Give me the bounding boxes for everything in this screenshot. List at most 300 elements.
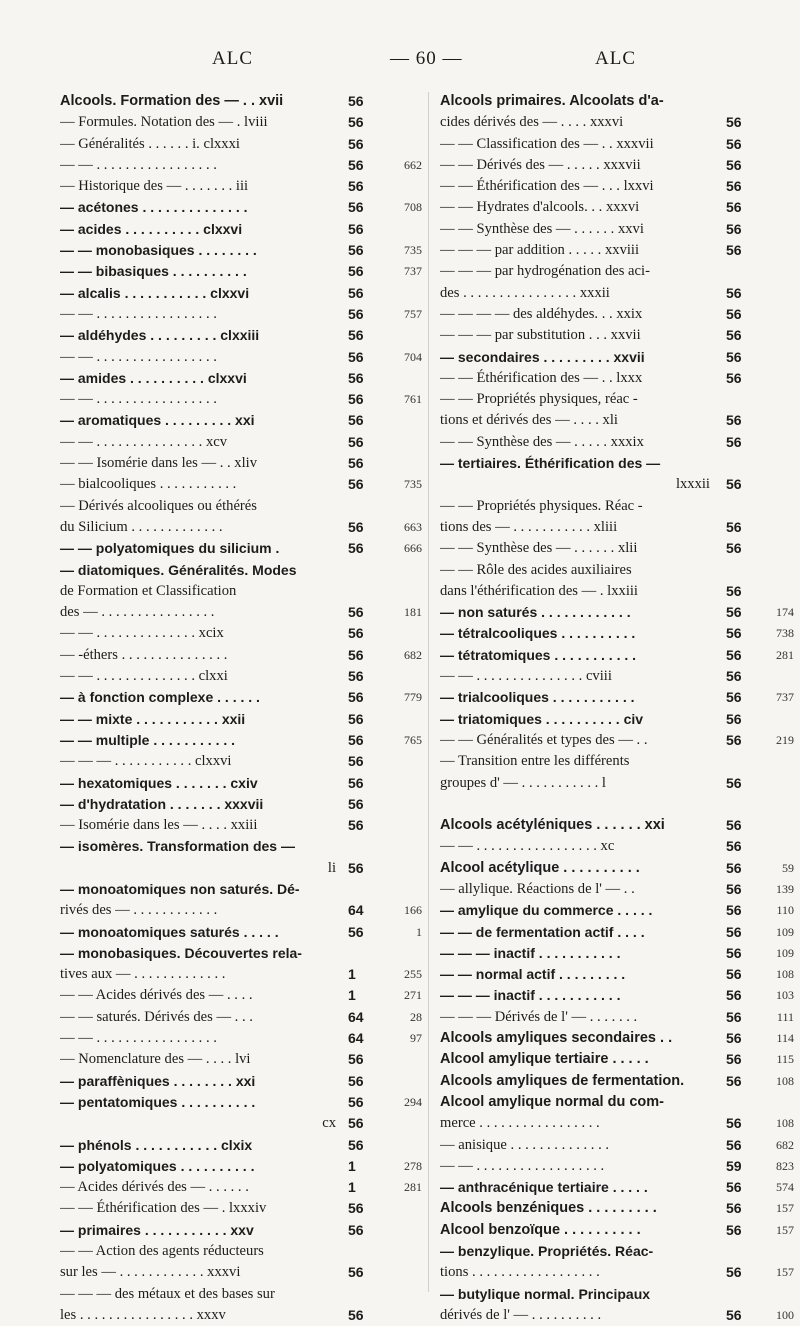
index-entry <box>440 836 795 857</box>
left-column <box>60 91 470 1326</box>
entry-volume: 59 <box>726 1157 742 1174</box>
entry-text: groupes d' — . . . . . . . . . . . l <box>440 774 606 791</box>
entry-text: sur les — . . . . . . . . . . . . xxxvi <box>60 1264 241 1281</box>
entry-page: 281 <box>404 1180 422 1195</box>
entry-text: — hexatomiques . . . . . . . cxiv <box>60 774 258 791</box>
entry-text: — Isomérie dans les — . . . . xxiii <box>60 817 258 834</box>
index-entry <box>440 91 795 112</box>
entry-text: — — Éthérification des — . . . lxxvi <box>440 178 654 195</box>
index-entry <box>440 453 795 474</box>
entry-volume: 56 <box>726 1008 742 1025</box>
index-entry <box>440 134 795 155</box>
entry-volume: 56 <box>726 220 742 237</box>
right-column <box>440 91 795 1326</box>
entry-text: — — Rôle des acides auxiliaires <box>440 561 632 578</box>
entry-volume: 56 <box>726 1264 742 1281</box>
entry-text: dérivés de l' — . . . . . . . . . . <box>440 1306 602 1323</box>
entry-page: 735 <box>404 243 422 258</box>
index-entry <box>60 1241 470 1262</box>
entry-volume: 56 <box>348 327 364 344</box>
entry-text: — — Éthérification des — . lxxxiv <box>60 1200 267 1217</box>
entry-text: — amides . . . . . . . . . . clxxvi <box>60 369 247 386</box>
entry-page: 779 <box>404 690 422 705</box>
entry-volume: 1 <box>348 1157 356 1174</box>
entry-text: — — . . . . . . . . . . . . . . clxxi <box>60 668 228 685</box>
index-entry <box>440 773 795 794</box>
entry-text: — tétratomiques . . . . . . . . . . . <box>440 646 637 663</box>
entry-page: 757 <box>404 306 422 321</box>
entry-text: — — — par hydrogénation des aci- <box>440 263 650 280</box>
entry-text: — — — — des aldéhydes. . . xxix <box>440 305 643 322</box>
entry-text: li <box>327 859 336 876</box>
entry-page: 103 <box>776 988 794 1003</box>
index-entry <box>440 794 795 815</box>
entry-text: cides dérivés des — . . . . xxxvi <box>440 114 624 131</box>
index-entry <box>60 879 470 900</box>
index-entry <box>60 1028 470 1049</box>
entry-text: des — . . . . . . . . . . . . . . . . <box>60 604 215 621</box>
entry-volume: 56 <box>348 668 364 685</box>
entry-volume: 64 <box>348 1008 364 1025</box>
entry-page: 682 <box>404 647 422 662</box>
entry-volume: 56 <box>726 625 742 642</box>
entry-volume: 56 <box>348 93 364 109</box>
entry-volume: 56 <box>348 625 364 642</box>
entry-volume: 56 <box>348 540 364 557</box>
entry-text: — — Éthérification des — . . lxxx <box>440 369 643 386</box>
entry-text: — triatomiques . . . . . . . . . . civ <box>440 710 644 727</box>
index-entry <box>60 240 470 261</box>
entry-page: 166 <box>404 903 422 918</box>
entry-text: les . . . . . . . . . . . . . . . . xxxv <box>60 1306 226 1323</box>
index-entry <box>60 666 470 687</box>
entry-volume: 56 <box>348 156 364 173</box>
entry-text: tions . . . . . . . . . . . . . . . . . . <box>440 1264 600 1281</box>
index-entry <box>440 1113 795 1134</box>
entry-volume: 56 <box>726 1072 742 1089</box>
entry-page: 574 <box>776 1180 794 1195</box>
entry-text: — — . . . . . . . . . . . . . . . xcv <box>60 433 228 450</box>
index-entry <box>60 283 470 304</box>
entry-volume: 1 <box>348 966 356 983</box>
entry-text: — — . . . . . . . . . . . . . . . . . <box>60 1030 217 1047</box>
entry-volume: 56 <box>348 455 364 472</box>
entry-text: — — — . . . . . . . . . . . clxxvi <box>60 753 232 770</box>
entry-volume: 56 <box>726 774 742 791</box>
entry-volume: 56 <box>726 1221 742 1238</box>
entry-volume: 56 <box>348 199 364 216</box>
entry-text: — non saturés . . . . . . . . . . . . <box>440 604 631 621</box>
entry-page: 59 <box>782 860 794 875</box>
entry-text: — — Synthèse des — . . . . . . xxvi <box>440 220 644 237</box>
entry-volume: 56 <box>726 944 742 961</box>
entry-text: — monoatomiques non saturés. Dé- <box>60 880 300 897</box>
entry-volume: 56 <box>726 284 742 301</box>
entry-page: 823 <box>776 1158 794 1173</box>
entry-page: 271 <box>404 988 422 1003</box>
entry-volume: 56 <box>348 795 364 812</box>
index-entry <box>60 1198 470 1219</box>
entry-volume: 56 <box>726 242 742 259</box>
entry-page: 115 <box>776 1052 794 1067</box>
entry-text: — — — par addition . . . . . xxviii <box>440 242 640 259</box>
page-number: — 60 — <box>390 48 463 69</box>
entry-text: — — polyatomiques du silicium . <box>60 540 280 557</box>
entry-text: — — — Dérivés de l' — . . . . . . . <box>440 1008 638 1025</box>
entry-volume: 56 <box>348 178 364 195</box>
entry-volume: 56 <box>726 1179 742 1196</box>
entry-volume: 56 <box>348 689 364 706</box>
entry-page: 110 <box>776 903 794 918</box>
index-entry <box>60 709 470 730</box>
index-entry <box>440 283 795 304</box>
entry-volume: 56 <box>726 604 742 621</box>
entry-text: — alcalis . . . . . . . . . . . clxxvi <box>60 284 250 301</box>
entry-volume: 56 <box>726 731 742 748</box>
entry-volume: 56 <box>348 518 364 535</box>
entry-text: — — — inactif . . . . . . . . . . . <box>440 944 621 961</box>
index-entry <box>60 1305 470 1326</box>
index-entry <box>60 836 470 857</box>
entry-volume: 56 <box>348 114 364 131</box>
index-entry <box>440 389 795 410</box>
entry-text: — — . . . . . . . . . . . . . . . . . <box>60 391 217 408</box>
index-entry <box>440 964 795 985</box>
entry-page: 666 <box>404 541 422 556</box>
entry-volume: 56 <box>348 1306 364 1323</box>
entry-text: — — . . . . . . . . . . . . . . . . . <box>60 156 217 173</box>
entry-text: — benzylique. Propriétés. Réac- <box>440 1243 654 1260</box>
index-entry <box>60 517 470 538</box>
index-entry <box>440 687 795 708</box>
entry-text: — Historique des — . . . . . . . iii <box>60 178 249 195</box>
index-entry <box>440 815 795 836</box>
index-entry <box>440 517 795 538</box>
index-entry <box>440 985 795 1006</box>
index-entry <box>440 560 795 581</box>
entry-volume: 56 <box>726 987 742 1004</box>
entry-text: — tétralcooliques . . . . . . . . . . <box>440 625 636 642</box>
index-entry <box>440 347 795 368</box>
entry-text: des . . . . . . . . . . . . . . . . xxxii <box>440 284 610 301</box>
entry-volume: 56 <box>348 348 364 365</box>
entry-volume: 56 <box>726 838 742 855</box>
entry-text: de Formation et Classification <box>60 582 237 599</box>
entry-text: — secondaires . . . . . . . . . xxvii <box>440 348 645 365</box>
entry-page: 662 <box>404 157 422 172</box>
entry-volume: 56 <box>348 1093 364 1110</box>
entry-volume: 56 <box>348 242 364 259</box>
index-entry <box>60 1262 470 1283</box>
index-entry <box>440 1156 795 1177</box>
entry-text: tions des — . . . . . . . . . . . xliii <box>440 518 618 535</box>
entry-volume: 56 <box>726 135 742 152</box>
index-entry <box>60 1049 470 1070</box>
index-entry <box>60 581 470 602</box>
entry-volume: 1 <box>348 987 356 1004</box>
entry-page: 28 <box>410 1009 422 1024</box>
entry-page: 704 <box>404 349 422 364</box>
index-entry <box>60 1156 470 1177</box>
entry-text: — Transition entre les différents <box>440 753 630 770</box>
entry-text: Alcools benzéniques . . . . . . . . . <box>440 1200 657 1217</box>
entry-text: — — Généralités et types des — . . <box>440 731 648 748</box>
index-entry <box>60 91 470 112</box>
entry-volume: 56 <box>726 518 742 535</box>
index-entry <box>60 304 470 325</box>
entry-text: — amylique du commerce . . . . . <box>440 902 653 919</box>
index-entry <box>440 197 795 218</box>
entry-text: — paraffèniques . . . . . . . . xxi <box>60 1072 256 1089</box>
index-entry <box>60 1220 470 1241</box>
entry-volume: 56 <box>726 582 742 599</box>
index-entry <box>60 623 470 644</box>
entry-text: tives aux — . . . . . . . . . . . . . <box>60 966 226 983</box>
entry-volume: 56 <box>348 753 364 770</box>
entry-text: — — de fermentation actif . . . . <box>440 923 645 940</box>
entry-volume: 56 <box>726 1306 742 1323</box>
entry-page: 157 <box>776 1201 794 1216</box>
entry-text: — — Propriétés physiques, réac - <box>440 391 638 408</box>
entry-page: 737 <box>776 690 794 705</box>
entry-volume: 56 <box>348 263 364 280</box>
entry-text: — — Synthèse des — . . . . . xxxix <box>440 433 644 450</box>
entry-volume: 56 <box>348 859 364 876</box>
entry-volume: 56 <box>726 1051 742 1068</box>
index-entry <box>60 112 470 133</box>
entry-text: — à fonction complexe . . . . . . <box>60 689 260 706</box>
entry-volume: 56 <box>348 1072 364 1089</box>
entry-page: 219 <box>776 732 794 747</box>
entry-text: merce . . . . . . . . . . . . . . . . . <box>440 1115 600 1132</box>
header-right-keyword: ALC <box>595 48 636 69</box>
entry-text: — — Acides dérivés des — . . . . <box>60 987 253 1004</box>
entry-volume: 56 <box>726 646 742 663</box>
index-entry <box>440 709 795 730</box>
entry-text: Alcool amylique normal du com- <box>440 1093 664 1110</box>
index-entry <box>60 1113 470 1134</box>
index-entry <box>60 900 470 921</box>
index-entry <box>440 900 795 921</box>
entry-text: lxxxii <box>675 476 710 493</box>
entry-text: Alcool benzoïque . . . . . . . . . . <box>440 1221 641 1238</box>
entry-page: 157 <box>776 1222 794 1237</box>
index-entry <box>440 1220 795 1241</box>
entry-text: — — — inactif . . . . . . . . . . . <box>440 987 621 1004</box>
entry-volume: 56 <box>348 391 364 408</box>
entry-page: 663 <box>404 519 422 534</box>
entry-text: — — Synthèse des — . . . . . . xlii <box>440 540 638 557</box>
entry-text: cx <box>322 1115 336 1132</box>
entry-page: 737 <box>404 264 422 279</box>
index-entry <box>60 219 470 240</box>
entry-text: — trialcooliques . . . . . . . . . . . <box>440 689 635 706</box>
entry-text: — — . . . . . . . . . . . . . . xcix <box>60 625 224 642</box>
index-entry <box>440 1135 795 1156</box>
entry-page: 765 <box>404 732 422 747</box>
index-entry <box>440 645 795 666</box>
index-entry <box>60 687 470 708</box>
entry-text: — — . . . . . . . . . . . . . . . . . xc <box>440 838 615 855</box>
entry-volume: 56 <box>348 1264 364 1281</box>
entry-text: — — Action des agents réducteurs <box>60 1243 264 1260</box>
entry-text: Alcools primaires. Alcoolats d'a- <box>440 93 664 109</box>
entry-text: — acides . . . . . . . . . . clxxvi <box>60 220 243 237</box>
index-entry <box>60 964 470 985</box>
entry-volume: 56 <box>726 433 742 450</box>
entry-text: Alcool amylique tertiaire . . . . . <box>440 1051 649 1068</box>
entry-volume: 56 <box>726 710 742 727</box>
entry-volume: 56 <box>726 369 742 386</box>
index-entry <box>440 1049 795 1070</box>
index-entry <box>60 1177 470 1198</box>
index-entry <box>60 560 470 581</box>
index-entry <box>440 666 795 687</box>
entry-text: — — mixte . . . . . . . . . . . xxii <box>60 710 246 727</box>
entry-volume: 56 <box>348 1115 364 1132</box>
entry-volume: 56 <box>348 433 364 450</box>
index-entry <box>440 581 795 602</box>
entry-volume: 56 <box>348 817 364 834</box>
index-entry <box>440 176 795 197</box>
entry-text: — — Isomérie dans les — . . xliv <box>60 455 257 472</box>
index-entry <box>440 730 795 751</box>
entry-page: 108 <box>776 967 794 982</box>
entry-text: — bialcooliques . . . . . . . . . . . <box>60 476 237 493</box>
entry-text: — Généralités . . . . . . i. clxxxi <box>60 135 240 152</box>
index-entry <box>440 879 795 900</box>
entry-volume: 56 <box>726 348 742 365</box>
entry-text: — — saturés. Dérivés des — . . . <box>60 1008 253 1025</box>
index-entry <box>440 623 795 644</box>
entry-volume: 56 <box>726 1115 742 1132</box>
entry-volume: 56 <box>348 1051 364 1068</box>
entry-text: — — multiple . . . . . . . . . . . <box>60 731 236 748</box>
entry-text: rivés des — . . . . . . . . . . . . <box>60 902 218 919</box>
index-entry <box>440 1284 795 1305</box>
entry-volume: 56 <box>348 220 364 237</box>
index-entry <box>440 155 795 176</box>
entry-page: 114 <box>776 1031 794 1046</box>
entry-page: 97 <box>410 1031 422 1046</box>
entry-text: — — — des métaux et des bases sur <box>60 1285 275 1302</box>
index-entry <box>60 155 470 176</box>
entry-volume: 56 <box>348 476 364 493</box>
entry-page: 735 <box>404 477 422 492</box>
index-entry <box>60 751 470 772</box>
entry-text: — aldéhydes . . . . . . . . . clxxiii <box>60 327 260 344</box>
entry-volume: 56 <box>726 114 742 131</box>
entry-text: — — normal actif . . . . . . . . . <box>440 966 626 983</box>
index-entry <box>60 474 470 495</box>
entry-text: — isomères. Transformation des — <box>60 838 295 855</box>
index-entry <box>60 325 470 346</box>
entry-text: — Nomenclature des — . . . . lvi <box>60 1051 251 1068</box>
index-entry <box>440 1241 795 1262</box>
entry-text: — anthracénique tertiaire . . . . . <box>440 1179 648 1196</box>
entry-volume: 56 <box>726 923 742 940</box>
entry-text: Alcools amyliques de fermentation. <box>440 1072 685 1089</box>
entry-page: 174 <box>776 605 794 620</box>
index-entry <box>60 922 470 943</box>
index-entry <box>440 112 795 133</box>
index-entry <box>440 432 795 453</box>
index-entry <box>440 858 795 879</box>
entry-text: Alcools acétyléniques . . . . . . xxi <box>440 817 665 834</box>
header-left-keyword: ALC <box>212 48 253 69</box>
index-entry <box>60 538 470 559</box>
index-entry <box>60 368 470 389</box>
index-entry <box>440 1177 795 1198</box>
entry-volume: 56 <box>348 923 364 940</box>
entry-page: 108 <box>776 1073 794 1088</box>
index-entry <box>60 134 470 155</box>
index-entry <box>60 943 470 964</box>
entry-text: du Silicium . . . . . . . . . . . . . <box>60 518 223 535</box>
index-entry <box>440 325 795 346</box>
entry-page: 708 <box>404 200 422 215</box>
index-entry <box>60 197 470 218</box>
entry-page: 157 <box>776 1265 794 1280</box>
entry-volume: 56 <box>726 199 742 216</box>
index-entry <box>60 432 470 453</box>
entry-text: — butylique normal. Principaux <box>440 1285 651 1302</box>
entry-volume: 56 <box>726 540 742 557</box>
index-entry <box>60 794 470 815</box>
entry-page: 109 <box>776 924 794 939</box>
index-entry <box>60 773 470 794</box>
entry-text: Alcools amyliques secondaires . . <box>440 1030 673 1047</box>
entry-text: — anisique . . . . . . . . . . . . . . <box>440 1136 610 1153</box>
index-entry <box>60 453 470 474</box>
index-entry <box>60 1071 470 1092</box>
index-entry <box>60 985 470 1006</box>
entry-volume: 56 <box>348 412 364 429</box>
entry-volume: 56 <box>726 1136 742 1153</box>
entry-volume: 56 <box>348 774 364 791</box>
entry-volume: 56 <box>348 646 364 663</box>
index-entry <box>440 261 795 282</box>
entry-text: — — . . . . . . . . . . . . . . . . . . <box>440 1157 605 1174</box>
entry-text: — — Classification des — . . xxxvii <box>440 135 654 152</box>
index-entry <box>440 1092 795 1113</box>
index-entry <box>60 261 470 282</box>
entry-volume: 1 <box>348 1179 356 1196</box>
index-entry <box>440 538 795 559</box>
entry-page: 761 <box>404 392 422 407</box>
entry-text: — monobasiques. Découvertes rela- <box>60 944 302 961</box>
entry-volume: 56 <box>726 476 742 493</box>
entry-volume: 56 <box>348 369 364 386</box>
index-entry <box>440 943 795 964</box>
entry-text: — -éthers . . . . . . . . . . . . . . . <box>60 646 228 663</box>
entry-text: Alcools. Formation des — . . xvii <box>60 93 284 109</box>
entry-text: — primaires . . . . . . . . . . . xxv <box>60 1221 254 1238</box>
entry-page: 738 <box>776 626 794 641</box>
entry-text: — d'hydratation . . . . . . . xxxvii <box>60 795 264 812</box>
entry-volume: 64 <box>348 902 364 919</box>
entry-text: — — — par substitution . . . xxvii <box>440 327 641 344</box>
entry-volume: 56 <box>348 305 364 322</box>
entry-volume: 56 <box>726 902 742 919</box>
entry-volume: 56 <box>348 1221 364 1238</box>
index-entry <box>60 496 470 517</box>
entry-volume: 56 <box>726 178 742 195</box>
entry-volume: 56 <box>726 689 742 706</box>
index-entry <box>440 1071 795 1092</box>
entry-text: — pentatomiques . . . . . . . . . . <box>60 1093 256 1110</box>
entry-page: 281 <box>776 647 794 662</box>
